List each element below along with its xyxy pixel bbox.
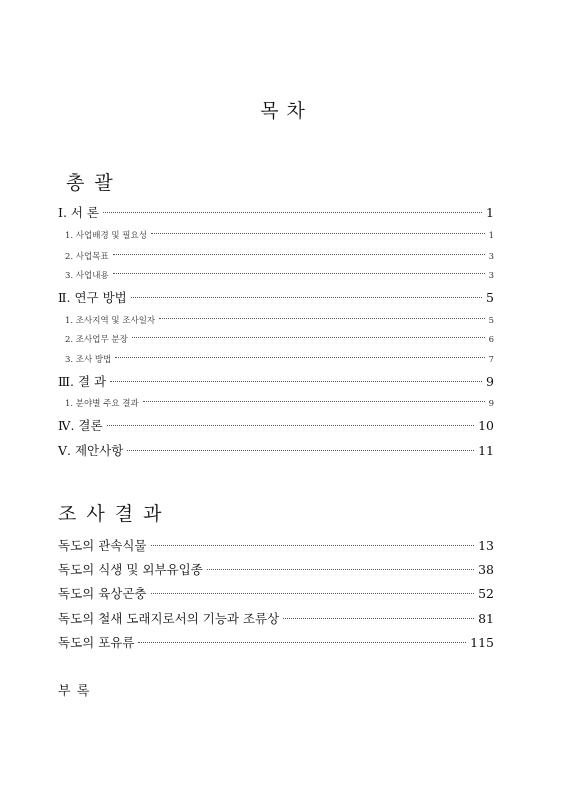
appendix-heading[interactable]: 부 록 (58, 684, 91, 699)
dot-leader (110, 381, 482, 382)
dot-leader (103, 212, 482, 213)
dot-leader (159, 318, 484, 319)
toc-entry-label: 독도의 철새 도래지로서의 기능과 조류상 (58, 611, 280, 626)
toc-entry-page: 38 (478, 562, 494, 577)
toc-entry-vascular-plants[interactable] (58, 536, 494, 554)
toc-entry-methods[interactable] (58, 288, 494, 306)
dot-leader (143, 401, 485, 402)
toc-entry-page: 5 (488, 316, 494, 326)
dot-leader (115, 357, 484, 358)
toc-entry-label: Ⅲ. 결 과 (58, 374, 107, 389)
toc-entry-page: 3 (488, 271, 494, 281)
toc-entry-page: 115 (470, 635, 494, 650)
toc-entry-background[interactable] (58, 229, 494, 241)
toc-entry-label: 3. 사업내용 (65, 271, 109, 281)
toc-entry-mammals[interactable] (58, 633, 494, 651)
toc-entry-goals[interactable] (58, 250, 494, 262)
toc-entry-results[interactable] (58, 372, 494, 390)
toc-entry-suggestions[interactable] (58, 441, 494, 459)
dot-leader (132, 337, 485, 338)
toc-entry-content[interactable] (58, 269, 494, 281)
dot-leader (151, 593, 475, 594)
toc-entry-page: 3 (488, 252, 494, 262)
section-heading-overview: 총 괄 (66, 172, 115, 194)
toc-entry-field-results[interactable] (58, 397, 494, 409)
dot-leader (127, 450, 474, 451)
toc-entry-page: 6 (488, 335, 494, 345)
toc-entry-page: 5 (486, 290, 494, 305)
toc-entry-label: 독도의 육상곤충 (58, 586, 147, 601)
toc-entry-label: Ⅳ. 결론 (58, 418, 103, 433)
toc-entry-page: 7 (488, 355, 494, 365)
toc-entry-insects[interactable] (58, 584, 494, 602)
toc-entry-survey-method[interactable] (58, 353, 494, 365)
page-title: 목 차 (260, 100, 306, 122)
dot-leader (131, 297, 482, 298)
toc-entry-label: 1. 사업배경 및 필요성 (65, 231, 147, 241)
toc-entry-label: 2. 조사업무 분장 (65, 335, 128, 345)
toc-entry-label: 독도의 식생 및 외부유입종 (58, 562, 203, 577)
toc-entry-page: 1 (488, 231, 494, 241)
toc-entry-label: Ⅰ. 서 론 (58, 205, 100, 220)
dot-leader (283, 618, 474, 619)
toc-entry-task-division[interactable] (58, 333, 494, 345)
toc-entry-vegetation[interactable] (58, 560, 494, 578)
toc-entry-survey-area[interactable] (58, 314, 494, 326)
dot-leader (207, 569, 474, 570)
toc-entry-page: 13 (478, 538, 494, 553)
toc-entry-label: 2. 사업목표 (65, 252, 109, 262)
toc-entry-label: 독도의 포유류 (58, 635, 135, 650)
toc-entry-label: 1. 분야별 주요 결과 (65, 399, 139, 409)
toc-entry-page: 9 (488, 399, 494, 409)
toc-entry-page: 9 (486, 374, 494, 389)
toc-entry-birds[interactable] (58, 609, 494, 627)
dot-leader (113, 254, 485, 255)
section-heading-survey-results: 조 사 결 과 (58, 503, 164, 525)
toc-entry-label: Ⅴ. 제안사항 (58, 443, 124, 458)
toc-entry-label: 3. 조사 방법 (65, 355, 112, 365)
dot-leader (138, 642, 466, 643)
dot-leader (113, 273, 485, 274)
toc-entry-page: 52 (478, 586, 494, 601)
toc-entry-page: 81 (478, 611, 494, 626)
toc-entry-page: 1 (486, 205, 494, 220)
dot-leader (107, 425, 475, 426)
toc-entry-page: 10 (478, 418, 494, 433)
toc-entry-page: 11 (478, 443, 494, 458)
toc-entry-label: Ⅱ. 연구 방법 (58, 290, 127, 305)
toc-entry-conclusion[interactable] (58, 416, 494, 434)
toc-entry-introduction[interactable] (58, 203, 494, 221)
toc-entry-label: 독도의 관속식물 (58, 538, 147, 553)
dot-leader (151, 545, 475, 546)
toc-entry-label: 1. 조사지역 및 조사일자 (65, 316, 156, 326)
dot-leader (151, 233, 485, 234)
